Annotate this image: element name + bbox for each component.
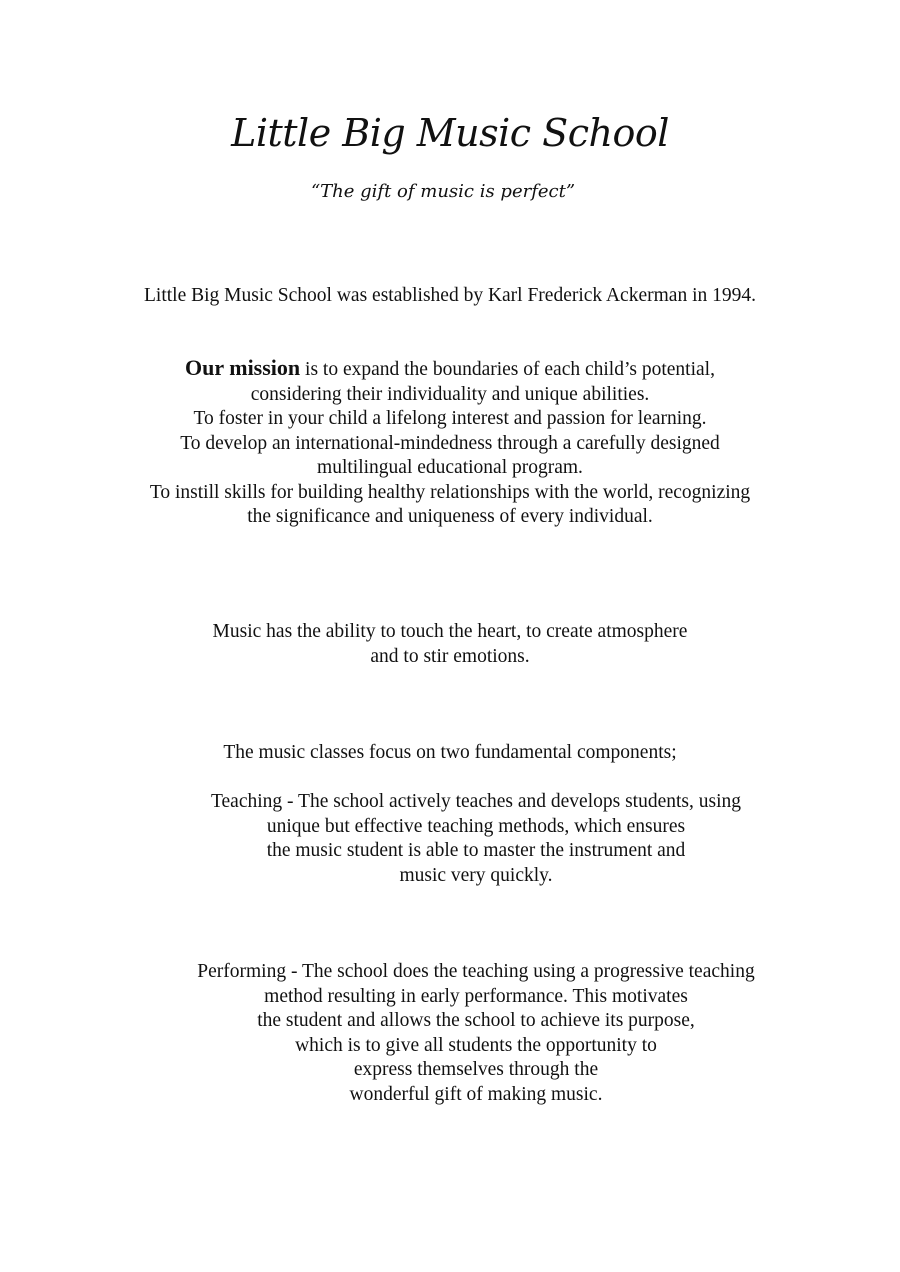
music-heart-paragraph (0, 620, 900, 669)
classes-intro-paragraph (0, 741, 900, 766)
established-paragraph (0, 284, 900, 309)
performing-line: express themselves through the (353, 1059, 599, 1080)
performing-line: method resulting in early performance. This motivates (264, 985, 688, 1007)
performing-line: Performing - The school does the teaching using a progressive teaching (197, 961, 755, 982)
teaching-line: music very quickly. (399, 864, 553, 886)
music-heart-line: and to stir emotions. (370, 645, 530, 667)
performing-paragraph (26, 960, 900, 1107)
established-text: Little Big Music School was established by Karl Frederick Ackerman in 1994. (144, 285, 756, 306)
music-heart-line: Music has the ability to touch the heart, to create atmosphere (212, 621, 688, 642)
mission-line: To foster in your child a lifelong interest and passion for learning. (193, 408, 707, 429)
performing-line: the student and allows the school to achieve its purpose, (257, 1010, 695, 1031)
teaching-paragraph (26, 790, 900, 888)
performing-line: wonderful gift of making music. (349, 1083, 603, 1105)
mission-line: the significance and uniqueness of every individual. (247, 506, 653, 527)
document-title: Little Big Music School (231, 111, 669, 155)
mission-line: considering their individuality and unique abilities. (250, 383, 650, 405)
document-tagline: “The gift of music is perfect” (310, 181, 576, 202)
mission-line: multilingual educational program. (317, 457, 583, 478)
teaching-line: unique but effective teaching methods, which ensures (266, 815, 686, 837)
mission-line: To develop an international-mindedness through a carefully designed (180, 432, 720, 454)
mission-line: To instill skills for building healthy relationships with the world, recognizing (149, 481, 751, 503)
mission-paragraph (0, 356, 900, 530)
mission-line-text: is to expand the boundaries of each child’s potential, (300, 359, 715, 380)
classes-intro-text: The music classes focus on two fundamental components; (223, 742, 677, 763)
teaching-line: the music student is able to master the instrument and (266, 840, 686, 861)
teaching-line: Teaching - The school actively teaches and develops students, using (210, 791, 742, 812)
performing-line: which is to give all students the opportunity to (295, 1034, 657, 1056)
mission-lead: Our mission (185, 355, 301, 380)
mission-line (0, 356, 900, 383)
